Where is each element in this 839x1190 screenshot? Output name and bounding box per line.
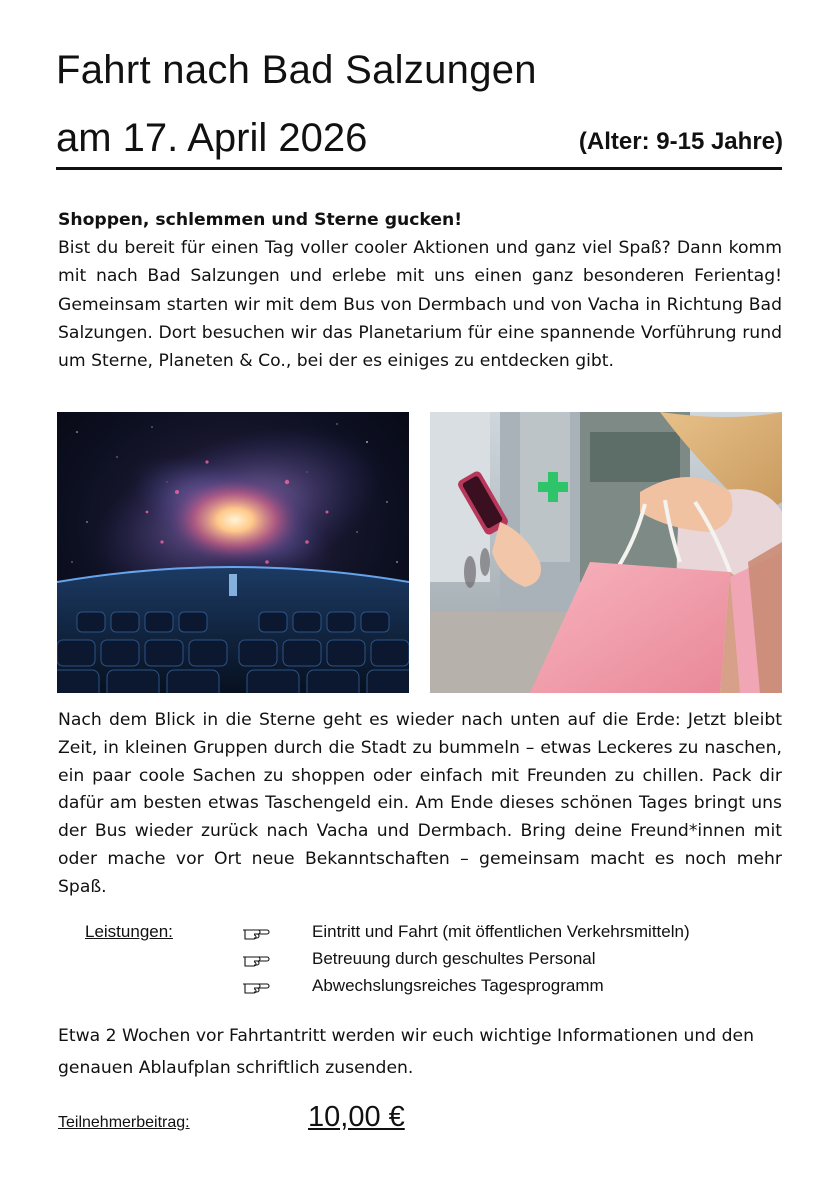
intro-section [58, 206, 782, 375]
header-divider [56, 167, 782, 170]
service-item-label: Abwechslungsreiches Tagesprogramm [312, 976, 604, 995]
planetarium-image [57, 412, 409, 693]
shopping-image [430, 412, 782, 693]
service-item-label: Eintritt und Fahrt (mit öffentlichen Verkehrsmitteln) [312, 922, 690, 941]
intro-text: Bist du bereit für einen Tag voller cooler Aktionen und ganz viel Spaß? Dann komm mit nach Bad Salzungen und erlebe mit uns einen ganz besonderen Ferientag! Gemeinsam starten wir mit dem Bus von Dermbach und von Vacha in Richtung Bad Salzungen. Dort besuchen wir das Planetarium für eine spannende Vorführung rund um Sterne, Planeten & Co., bei der es einiges zu entdecken gibt. [58, 238, 782, 372]
info-text: Etwa 2 Wochen vor Fahrtantritt werden wir euch wichtige Informationen und den genauen Ablaufplan schriftlich zusenden. [58, 1026, 754, 1078]
fee-value: 10,00 € [308, 1101, 405, 1133]
service-item [242, 922, 690, 942]
fee-label: Teilnehmerbeitrag: [58, 1114, 190, 1131]
intro-heading: Shoppen, schlemmen und Sterne gucken! [58, 210, 463, 230]
service-item [242, 949, 596, 969]
body-text: Nach dem Blick in die Sterne geht es wieder nach unten auf die Erde: Jetzt bleibt Zeit, in kleinen Gruppen durch die Stadt zu bummeln – etwas Leckeres zu naschen, ein paar coole Sachen zu shoppen oder einfach mit Freunden zu chillen. Pack dir dafür am besten etwas Taschengeld ein. Am Ende dieses schönen Tages bringt uns der Bus wieder zurück nach Vacha und Dermbach. Bring deine Freund*innen mit oder mache vor Ort neue Bekanntschaften – gemeinsam macht es noch mehr Spaß. [58, 710, 782, 897]
service-item-label: Betreuung durch geschultes Personal [312, 949, 596, 968]
pointing-hand-icon [242, 977, 270, 995]
page-title: Fahrt nach Bad Salzungen [56, 48, 537, 92]
pointing-hand-icon [242, 950, 270, 968]
service-item [242, 976, 604, 996]
age-range: (Alter: 9-15 Jahre) [578, 128, 783, 155]
pointing-hand-icon [242, 923, 270, 941]
services-label: Leistungen: [85, 922, 173, 941]
trip-date: am 17. April 2026 [56, 116, 368, 160]
